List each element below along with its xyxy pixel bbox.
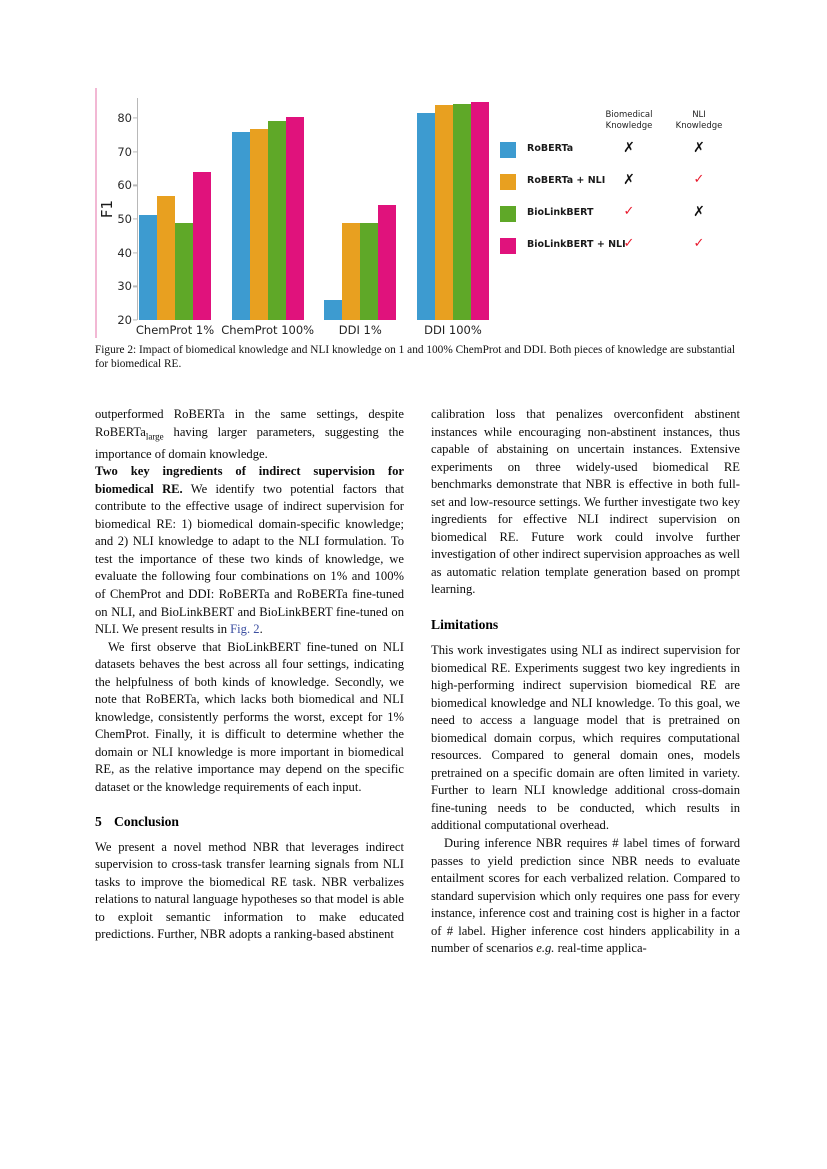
paragraph-conclusion-continued: calibration loss that penalizes overconfident abstinent instances while encouraging non-abstinent instances, thus capable of abstaining on uncertain instances. Extensive experiments on three widely-used biomedical RE benchmarks demonstrate that NBR is effective in both full-set and low-resource settings. We further investigate two key ingredients for effective NLI indirect supervision on biomedical RE. Future work could involve further investigation of other indirect supervision approaches as well as automatic relation template generation based on prompt learning.: [431, 407, 740, 597]
check-icon: ✓: [623, 204, 635, 219]
y-tick-mark: [133, 118, 137, 119]
section-title: Conclusion: [114, 813, 179, 829]
cross-icon: ✗: [693, 140, 705, 156]
y-axis-label: F1: [98, 199, 117, 219]
left-p1-text: outperformed RoBERTa in the same settings, despite RoBERTa: [95, 407, 404, 439]
figure-left-edge-artifact: [95, 88, 97, 338]
legend-color-swatch: [500, 238, 516, 254]
bar: [435, 105, 453, 320]
right-p3-italic: e.g.: [536, 941, 555, 956]
legend-row: [500, 172, 745, 204]
legend-header-row: [500, 110, 745, 140]
bar: [193, 172, 211, 320]
section-heading-conclusion: [95, 814, 404, 830]
legend-series-label: RoBERTa + NLI: [527, 175, 606, 186]
chart-legend: [500, 110, 745, 268]
legend-row: [500, 236, 745, 268]
bar: [471, 102, 489, 320]
bar: [139, 215, 157, 320]
body-columns: [95, 406, 740, 958]
bar: [378, 205, 396, 320]
bar: [250, 129, 268, 320]
legend-header-nli: [668, 110, 730, 132]
left-p1-rest: having larger parameters, suggesting the importance of domain knowledge.: [95, 424, 404, 461]
legend-header-nli-line1: NLI: [692, 110, 706, 120]
cross-icon: ✗: [693, 204, 705, 220]
legend-header-nli-line2: Knowledge: [675, 121, 723, 131]
y-tick-mark: [133, 252, 137, 253]
legend-color-swatch: [500, 142, 516, 158]
section-heading-limitations: Limitations: [431, 617, 499, 633]
y-tick-label: 80: [117, 111, 132, 126]
cross-icon: ✗: [623, 140, 635, 156]
right-column: [431, 406, 740, 958]
legend-header-biomedical-line2: Knowledge: [605, 121, 653, 131]
y-tick-mark: [133, 151, 137, 152]
bar: [417, 113, 435, 320]
bar: [360, 223, 378, 320]
paragraph-limitations-1: This work investigates using NLI as indirect supervision for biomedical RE. Experiments suggest two key ingredients in high-performing indirect supervision biomedical RE are biomedical knowledge and NLI knowledge. To this goal, we need to access a language model that is pretrained on biomedical domain corpus, which requires computational resources. Compared to general domain ones, models pretrained on a specific domain are often limited in variety. Further to learn NLI knowledge additional cross-domain fine-tuning needs to be conducted, which results in additional computational overhead.: [431, 643, 740, 833]
bar-group: [135, 98, 215, 337]
y-tick-mark: [133, 286, 137, 287]
legend-rows: [500, 140, 745, 268]
bar-group: [324, 98, 396, 337]
y-tick-label: 50: [117, 212, 132, 227]
left-p2-end: .: [259, 622, 263, 637]
check-icon: ✓: [623, 236, 635, 251]
legend-header-biomedical-line1: Biomedical: [605, 110, 653, 120]
figure-reference-link[interactable]: Fig. 2: [230, 622, 260, 637]
x-axis-group-label: DDI 100%: [424, 323, 482, 337]
left-column: [95, 406, 404, 958]
legend-row: [500, 140, 745, 172]
bar: [232, 132, 250, 320]
bar: [268, 121, 286, 320]
figure-caption: Figure 2: Impact of biomedical knowledge and NLI knowledge on 1 and 100% ChemProt and DDI. Both pieces of knowledge are substantial for biomedical RE.: [95, 344, 735, 371]
legend-series-label: BioLinkBERT: [527, 207, 594, 218]
check-icon: ✓: [693, 172, 705, 187]
y-tick-label: 40: [117, 245, 132, 260]
cross-icon: ✗: [623, 172, 635, 188]
y-tick-mark: [133, 319, 137, 320]
left-p2-text: We identify two potential factors that contribute to the effective usage of indirect supervision for biomedical RE: 1) biomedical domain-specific knowledge; and 2) NLI knowledge to adapt to the NLI formulation. To test the importance of these two kinds of knowledge, we evaluate the following four combinations on 1% and 100% of ChemProt and DDI: RoBERTa and RoBERTa fine-tuned on NLI, and BioLinkBERT and BioLinkBERT fine-tuned on NLI. We present results in: [95, 481, 405, 637]
legend-series-label: RoBERTa: [527, 143, 574, 154]
runin-heading: Two key ingredients of indirect supervision for biomedical RE.: [95, 464, 404, 496]
bar-groups: [135, 98, 489, 337]
paragraph-continued: [95, 406, 404, 463]
right-p3-text-a: During inference NBR requires # label times of forward passes to yield prediction since NBR needs to evaluate entailment scores for each verbalized relation. Compared to standard supervision which only requires one pass for every instance, inference cost and training cost is higher in a factor of # label. Higher inference cost hinders applicability in a number of scenarios: [431, 836, 740, 956]
bar: [342, 223, 360, 320]
chart-plot-area: [98, 98, 489, 337]
y-tick-mark: [133, 218, 137, 219]
x-axis-group-label: DDI 1%: [338, 323, 382, 337]
paragraph-limitations-2: [431, 835, 740, 958]
paragraph-two-key-ingredients: [95, 463, 404, 638]
figure-2: [95, 88, 745, 338]
left-p1-subscript: large: [145, 431, 164, 442]
paragraph-observations: We first observe that BioLinkBERT fine-tuned on NLI datasets behaves the best across all four settings, indicating the helpfulness of both kinds of knowledge. Secondly, we note that RoBERTa, which lacks both biomedical and NLI knowledge, consistently performs the worst, except for 1% ChemProt. Finally, it is difficult to determine whether the domain or NLI knowledge is more important in biomedical RE, as the relative importance may depend on the specific dataset or the knowledge requirements of each input.: [95, 639, 404, 794]
bar: [324, 300, 342, 320]
y-tick-mark: [133, 185, 137, 186]
check-icon: ✓: [693, 236, 705, 251]
x-axis-group-label: ChemProt 1%: [135, 323, 215, 337]
legend-color-swatch: [500, 206, 516, 222]
right-p3-text-b: real-time applica-: [554, 941, 647, 956]
y-tick-label: 70: [117, 144, 132, 159]
y-tick-label: 20: [117, 313, 132, 327]
bar-chart: [95, 88, 495, 338]
bar: [175, 223, 193, 320]
legend-header-biomedical: [595, 110, 663, 132]
legend-row: [500, 204, 745, 236]
paragraph-conclusion: We present a novel method NBR that leverages indirect supervision to cross-task transfer learning signals from NLI tasks to improve the biomedical RE task. NBR verbalizes relations to natural language hypotheses so that model is able to exploit semantic information to make educated predictions. Further, NBR adopts a ranking-based abstinent: [95, 839, 404, 942]
y-tick-label: 30: [117, 279, 132, 294]
bar: [286, 117, 304, 320]
bar-group: [221, 98, 315, 337]
y-tick-label: 60: [117, 178, 132, 193]
bar: [157, 196, 175, 320]
bar: [453, 104, 471, 320]
legend-series-label: BioLinkBERT + NLI: [527, 239, 626, 250]
bar-group: [417, 98, 489, 337]
legend-color-swatch: [500, 174, 516, 190]
y-axis-line: [137, 98, 138, 320]
x-axis-group-label: ChemProt 100%: [221, 323, 315, 337]
section-number: 5: [95, 813, 102, 829]
